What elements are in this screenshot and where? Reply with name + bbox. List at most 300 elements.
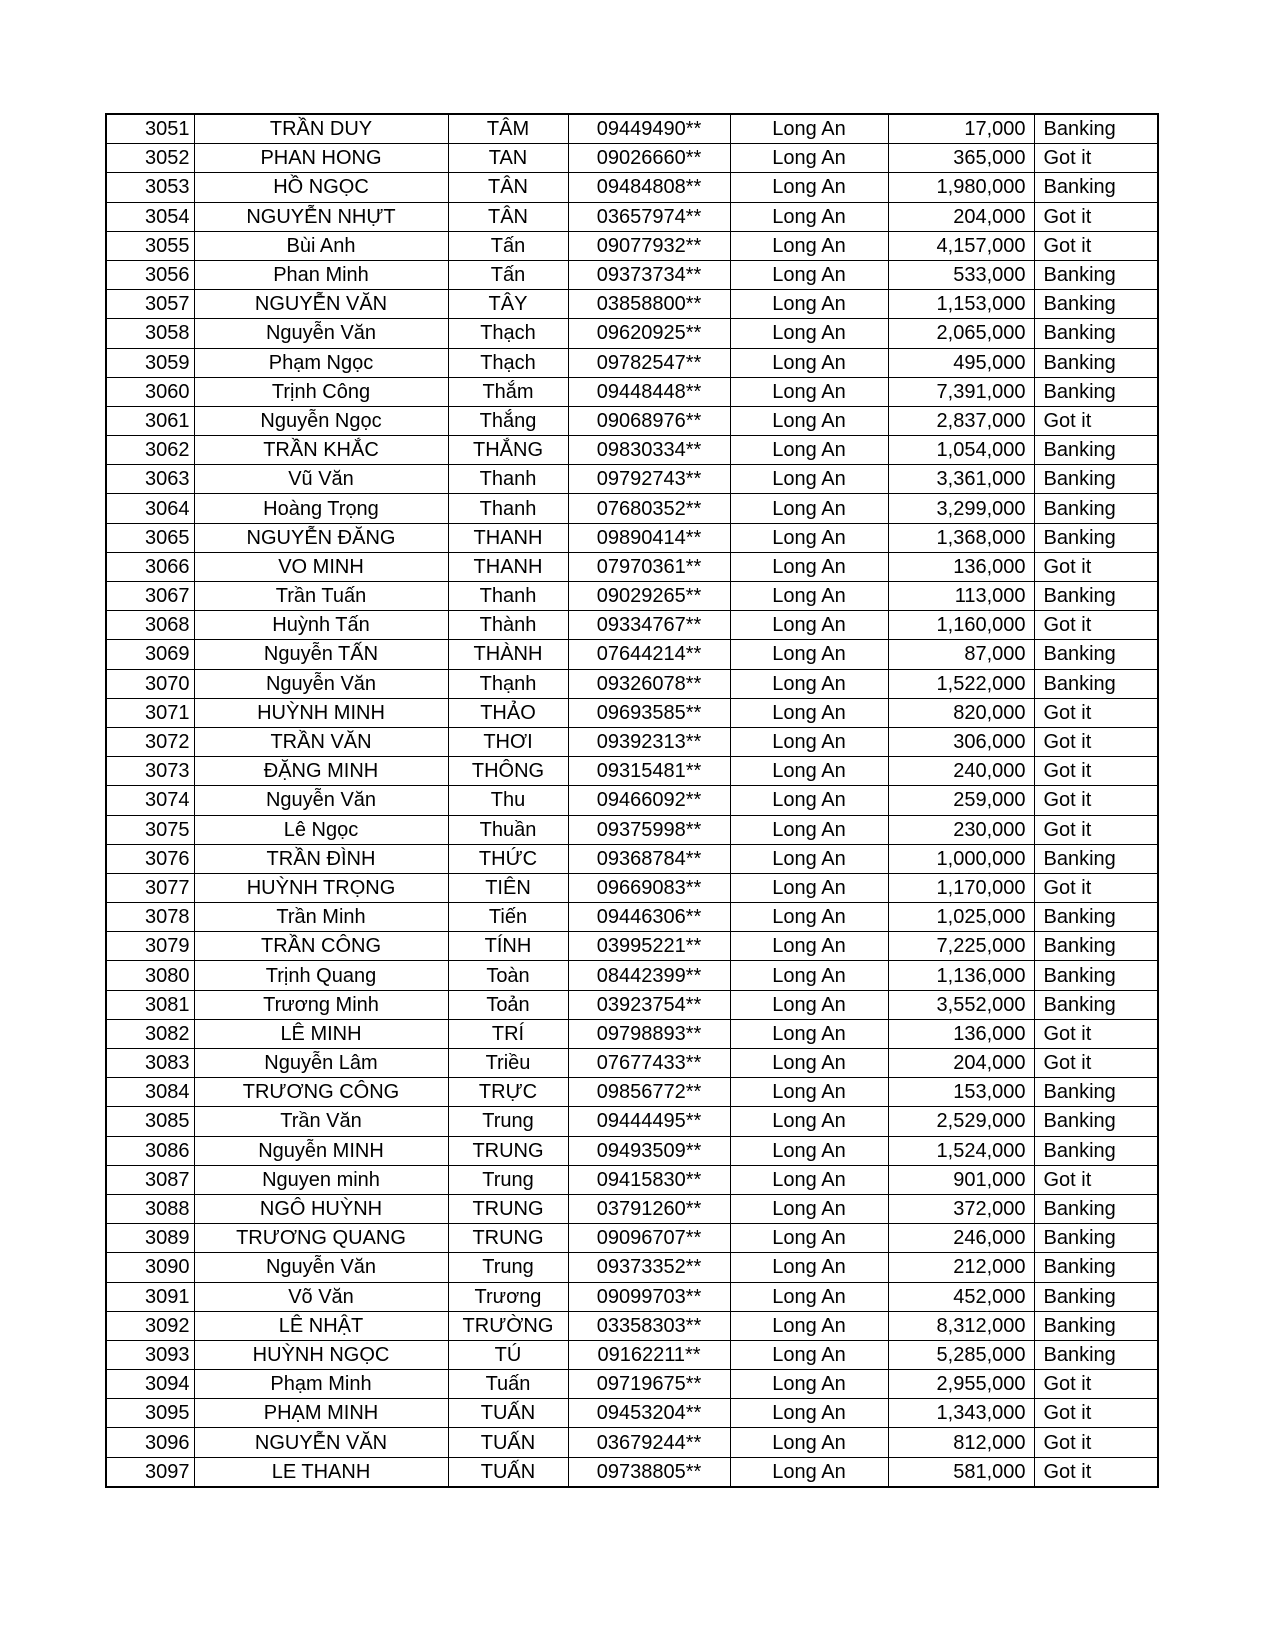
surname-cell: VO MINH xyxy=(194,552,448,581)
province-cell: Long An xyxy=(730,1370,888,1399)
payment-method-cell: Banking xyxy=(1034,903,1158,932)
surname-cell: HUỲNH MINH xyxy=(194,698,448,727)
amount-cell: 17,000 xyxy=(888,114,1034,144)
phone-cell: 09453204** xyxy=(568,1399,730,1428)
amount-cell: 7,391,000 xyxy=(888,377,1034,406)
amount-cell: 230,000 xyxy=(888,815,1034,844)
phone-cell: 09798893** xyxy=(568,1019,730,1048)
table-row xyxy=(106,1311,1158,1340)
province-cell: Long An xyxy=(730,202,888,231)
given-name-cell: TÍNH xyxy=(448,932,568,961)
amount-cell: 1,025,000 xyxy=(888,903,1034,932)
surname-cell: TRƯƠNG QUANG xyxy=(194,1224,448,1253)
phone-cell: 09026660** xyxy=(568,144,730,173)
phone-cell: 09375998** xyxy=(568,815,730,844)
row-number: 3085 xyxy=(106,1107,194,1136)
surname-cell: HỒ NGỌC xyxy=(194,173,448,202)
table-row xyxy=(106,640,1158,669)
phone-cell: 07644214** xyxy=(568,640,730,669)
row-number: 3082 xyxy=(106,1019,194,1048)
payment-method-cell: Got it xyxy=(1034,786,1158,815)
row-number: 3060 xyxy=(106,377,194,406)
row-number: 3072 xyxy=(106,727,194,756)
surname-cell: Phan Minh xyxy=(194,260,448,289)
table-row xyxy=(106,1136,1158,1165)
table-row xyxy=(106,903,1158,932)
payment-method-cell: Banking xyxy=(1034,465,1158,494)
phone-cell: 09099703** xyxy=(568,1282,730,1311)
row-number: 3054 xyxy=(106,202,194,231)
phone-cell: 08442399** xyxy=(568,961,730,990)
province-cell: Long An xyxy=(730,1253,888,1282)
table-row xyxy=(106,523,1158,552)
row-number: 3089 xyxy=(106,1224,194,1253)
phone-cell: 09368784** xyxy=(568,844,730,873)
payment-method-cell: Banking xyxy=(1034,523,1158,552)
row-number: 3069 xyxy=(106,640,194,669)
surname-cell: NGÔ HUỲNH xyxy=(194,1194,448,1223)
phone-cell: 07677433** xyxy=(568,1049,730,1078)
table-row xyxy=(106,990,1158,1019)
phone-cell: 09446306** xyxy=(568,903,730,932)
table-row xyxy=(106,1340,1158,1369)
province-cell: Long An xyxy=(730,990,888,1019)
table-row xyxy=(106,873,1158,902)
row-number: 3051 xyxy=(106,114,194,144)
given-name-cell: Trung xyxy=(448,1253,568,1282)
payment-method-cell: Banking xyxy=(1034,1194,1158,1223)
given-name-cell: TÚ xyxy=(448,1340,568,1369)
amount-cell: 1,522,000 xyxy=(888,669,1034,698)
table-row xyxy=(106,436,1158,465)
surname-cell: Võ Văn xyxy=(194,1282,448,1311)
phone-cell: 07680352** xyxy=(568,494,730,523)
province-cell: Long An xyxy=(730,173,888,202)
amount-cell: 1,160,000 xyxy=(888,611,1034,640)
phone-cell: 09029265** xyxy=(568,582,730,611)
province-cell: Long An xyxy=(730,290,888,319)
row-number: 3056 xyxy=(106,260,194,289)
payment-method-cell: Banking xyxy=(1034,1340,1158,1369)
surname-cell: Nguyễn MINH xyxy=(194,1136,448,1165)
row-number: 3080 xyxy=(106,961,194,990)
payment-method-cell: Got it xyxy=(1034,144,1158,173)
given-name-cell: Thắm xyxy=(448,377,568,406)
phone-cell: 09326078** xyxy=(568,669,730,698)
payment-method-cell: Got it xyxy=(1034,552,1158,581)
given-name-cell: Thu xyxy=(448,786,568,815)
amount-cell: 4,157,000 xyxy=(888,231,1034,260)
table-row xyxy=(106,1194,1158,1223)
table-row xyxy=(106,406,1158,435)
surname-cell: TRẦN KHẮC xyxy=(194,436,448,465)
phone-cell: 09162211** xyxy=(568,1340,730,1369)
table-row xyxy=(106,1165,1158,1194)
phone-cell: 09334767** xyxy=(568,611,730,640)
phone-cell: 03923754** xyxy=(568,990,730,1019)
amount-cell: 3,552,000 xyxy=(888,990,1034,1019)
surname-cell: TRẦN VĂN xyxy=(194,727,448,756)
amount-cell: 581,000 xyxy=(888,1457,1034,1487)
province-cell: Long An xyxy=(730,757,888,786)
phone-cell: 09449490** xyxy=(568,114,730,144)
table-row xyxy=(106,815,1158,844)
surname-cell: Nguyễn Lâm xyxy=(194,1049,448,1078)
payment-method-cell: Banking xyxy=(1034,1078,1158,1107)
table-row xyxy=(106,377,1158,406)
surname-cell: NGUYỄN VĂN xyxy=(194,290,448,319)
amount-cell: 495,000 xyxy=(888,348,1034,377)
payment-method-cell: Banking xyxy=(1034,669,1158,698)
payment-method-cell: Got it xyxy=(1034,1457,1158,1487)
province-cell: Long An xyxy=(730,436,888,465)
surname-cell: Trần Minh xyxy=(194,903,448,932)
given-name-cell: TUẤN xyxy=(448,1399,568,1428)
phone-cell: 09077932** xyxy=(568,231,730,260)
table-row xyxy=(106,786,1158,815)
row-number: 3070 xyxy=(106,669,194,698)
phone-cell: 09392313** xyxy=(568,727,730,756)
row-number: 3062 xyxy=(106,436,194,465)
surname-cell: PHẠM MINH xyxy=(194,1399,448,1428)
row-number: 3066 xyxy=(106,552,194,581)
surname-cell: Trần Tuấn xyxy=(194,582,448,611)
phone-cell: 09315481** xyxy=(568,757,730,786)
table-row xyxy=(106,465,1158,494)
row-number: 3076 xyxy=(106,844,194,873)
row-number: 3052 xyxy=(106,144,194,173)
given-name-cell: TÂN xyxy=(448,173,568,202)
province-cell: Long An xyxy=(730,1457,888,1487)
amount-cell: 7,225,000 xyxy=(888,932,1034,961)
row-number: 3097 xyxy=(106,1457,194,1487)
amount-cell: 246,000 xyxy=(888,1224,1034,1253)
given-name-cell: Thanh xyxy=(448,494,568,523)
table-row xyxy=(106,669,1158,698)
given-name-cell: THƠI xyxy=(448,727,568,756)
amount-cell: 212,000 xyxy=(888,1253,1034,1282)
given-name-cell: Trung xyxy=(448,1165,568,1194)
surname-cell: TRẦN DUY xyxy=(194,114,448,144)
table-row xyxy=(106,1370,1158,1399)
surname-cell: TRẦN CÔNG xyxy=(194,932,448,961)
phone-cell: 09484808** xyxy=(568,173,730,202)
row-number: 3081 xyxy=(106,990,194,1019)
phone-cell: 03657974** xyxy=(568,202,730,231)
table-row xyxy=(106,290,1158,319)
payment-method-cell: Banking xyxy=(1034,961,1158,990)
given-name-cell: THỨC xyxy=(448,844,568,873)
given-name-cell: TÂY xyxy=(448,290,568,319)
payment-method-cell: Banking xyxy=(1034,377,1158,406)
given-name-cell: THÔNG xyxy=(448,757,568,786)
province-cell: Long An xyxy=(730,494,888,523)
row-number: 3090 xyxy=(106,1253,194,1282)
payment-method-cell: Banking xyxy=(1034,932,1158,961)
table-row xyxy=(106,231,1158,260)
amount-cell: 1,368,000 xyxy=(888,523,1034,552)
table-row xyxy=(106,844,1158,873)
surname-cell: Vũ Văn xyxy=(194,465,448,494)
table-body xyxy=(106,114,1158,1487)
province-cell: Long An xyxy=(730,932,888,961)
province-cell: Long An xyxy=(730,727,888,756)
amount-cell: 306,000 xyxy=(888,727,1034,756)
province-cell: Long An xyxy=(730,1282,888,1311)
payment-method-cell: Got it xyxy=(1034,727,1158,756)
payment-method-cell: Got it xyxy=(1034,1399,1158,1428)
amount-cell: 3,299,000 xyxy=(888,494,1034,523)
row-number: 3079 xyxy=(106,932,194,961)
province-cell: Long An xyxy=(730,319,888,348)
phone-cell: 09782547** xyxy=(568,348,730,377)
table-row xyxy=(106,698,1158,727)
payment-method-cell: Banking xyxy=(1034,640,1158,669)
row-number: 3078 xyxy=(106,903,194,932)
province-cell: Long An xyxy=(730,1428,888,1457)
province-cell: Long An xyxy=(730,523,888,552)
row-number: 3093 xyxy=(106,1340,194,1369)
phone-cell: 09792743** xyxy=(568,465,730,494)
province-cell: Long An xyxy=(730,114,888,144)
amount-cell: 2,955,000 xyxy=(888,1370,1034,1399)
table-row xyxy=(106,260,1158,289)
amount-cell: 2,837,000 xyxy=(888,406,1034,435)
row-number: 3095 xyxy=(106,1399,194,1428)
payment-method-cell: Got it xyxy=(1034,1165,1158,1194)
surname-cell: HUỲNH TRỌNG xyxy=(194,873,448,902)
row-number: 3065 xyxy=(106,523,194,552)
surname-cell: Nguyễn Văn xyxy=(194,786,448,815)
payment-method-cell: Got it xyxy=(1034,406,1158,435)
amount-cell: 136,000 xyxy=(888,1019,1034,1048)
given-name-cell: TÂN xyxy=(448,202,568,231)
table-row xyxy=(106,552,1158,581)
payment-method-cell: Banking xyxy=(1034,319,1158,348)
phone-cell: 03858800** xyxy=(568,290,730,319)
table-row xyxy=(106,1428,1158,1457)
amount-cell: 1,980,000 xyxy=(888,173,1034,202)
row-number: 3061 xyxy=(106,406,194,435)
given-name-cell: Thanh xyxy=(448,582,568,611)
phone-cell: 09096707** xyxy=(568,1224,730,1253)
phone-cell: 09415830** xyxy=(568,1165,730,1194)
surname-cell: Nguyễn Văn xyxy=(194,319,448,348)
province-cell: Long An xyxy=(730,786,888,815)
surname-cell: Nguyễn Ngọc xyxy=(194,406,448,435)
table-row xyxy=(106,114,1158,144)
amount-cell: 136,000 xyxy=(888,552,1034,581)
payment-method-cell: Got it xyxy=(1034,815,1158,844)
amount-cell: 3,361,000 xyxy=(888,465,1034,494)
surname-cell: TRẦN ĐÌNH xyxy=(194,844,448,873)
amount-cell: 1,170,000 xyxy=(888,873,1034,902)
province-cell: Long An xyxy=(730,640,888,669)
province-cell: Long An xyxy=(730,1399,888,1428)
table-row xyxy=(106,1253,1158,1282)
phone-cell: 09719675** xyxy=(568,1370,730,1399)
row-number: 3087 xyxy=(106,1165,194,1194)
amount-cell: 259,000 xyxy=(888,786,1034,815)
given-name-cell: TRÍ xyxy=(448,1019,568,1048)
province-cell: Long An xyxy=(730,698,888,727)
amount-cell: 452,000 xyxy=(888,1282,1034,1311)
province-cell: Long An xyxy=(730,406,888,435)
table-row xyxy=(106,1078,1158,1107)
amount-cell: 372,000 xyxy=(888,1194,1034,1223)
given-name-cell: Toản xyxy=(448,990,568,1019)
given-name-cell: Thành xyxy=(448,611,568,640)
given-name-cell: Tiến xyxy=(448,903,568,932)
table-row xyxy=(106,348,1158,377)
phone-cell: 03358303** xyxy=(568,1311,730,1340)
province-cell: Long An xyxy=(730,1340,888,1369)
table-row xyxy=(106,1049,1158,1078)
table-row xyxy=(106,144,1158,173)
given-name-cell: TIÊN xyxy=(448,873,568,902)
surname-cell: Bùi Anh xyxy=(194,231,448,260)
table-row xyxy=(106,582,1158,611)
payment-method-cell: Got it xyxy=(1034,202,1158,231)
surname-cell: Nguyễn Văn xyxy=(194,669,448,698)
province-cell: Long An xyxy=(730,669,888,698)
row-number: 3071 xyxy=(106,698,194,727)
surname-cell: Lê Ngọc xyxy=(194,815,448,844)
province-cell: Long An xyxy=(730,144,888,173)
province-cell: Long An xyxy=(730,844,888,873)
surname-cell: HUỲNH NGỌC xyxy=(194,1340,448,1369)
payment-method-cell: Got it xyxy=(1034,698,1158,727)
payment-method-cell: Got it xyxy=(1034,1370,1158,1399)
payment-method-cell: Got it xyxy=(1034,231,1158,260)
phone-cell: 09466092** xyxy=(568,786,730,815)
amount-cell: 240,000 xyxy=(888,757,1034,786)
surname-cell: Huỳnh Tấn xyxy=(194,611,448,640)
amount-cell: 153,000 xyxy=(888,1078,1034,1107)
phone-cell: 09444495** xyxy=(568,1107,730,1136)
payment-method-cell: Banking xyxy=(1034,1311,1158,1340)
given-name-cell: TRUNG xyxy=(448,1136,568,1165)
given-name-cell: TRƯỜNG xyxy=(448,1311,568,1340)
payment-method-cell: Banking xyxy=(1034,494,1158,523)
given-name-cell: THÀNH xyxy=(448,640,568,669)
phone-cell: 09373352** xyxy=(568,1253,730,1282)
phone-cell: 09856772** xyxy=(568,1078,730,1107)
table-row xyxy=(106,932,1158,961)
surname-cell: ĐẶNG MINH xyxy=(194,757,448,786)
payment-method-cell: Got it xyxy=(1034,757,1158,786)
given-name-cell: TUẤN xyxy=(448,1457,568,1487)
surname-cell: NGUYỄN VĂN xyxy=(194,1428,448,1457)
surname-cell: Hoàng Trọng xyxy=(194,494,448,523)
amount-cell: 901,000 xyxy=(888,1165,1034,1194)
amount-cell: 5,285,000 xyxy=(888,1340,1034,1369)
surname-cell: LÊ MINH xyxy=(194,1019,448,1048)
row-number: 3084 xyxy=(106,1078,194,1107)
given-name-cell: Toàn xyxy=(448,961,568,990)
table-row xyxy=(106,494,1158,523)
table-row xyxy=(106,1019,1158,1048)
given-name-cell: THANH xyxy=(448,552,568,581)
phone-cell: 09669083** xyxy=(568,873,730,902)
phone-cell: 03791260** xyxy=(568,1194,730,1223)
amount-cell: 1,524,000 xyxy=(888,1136,1034,1165)
surname-cell: Nguyen minh xyxy=(194,1165,448,1194)
surname-cell: Nguyễn TẤN xyxy=(194,640,448,669)
row-number: 3053 xyxy=(106,173,194,202)
given-name-cell: Tấn xyxy=(448,260,568,289)
surname-cell: Phạm Ngọc xyxy=(194,348,448,377)
table-row xyxy=(106,173,1158,202)
payment-method-cell: Banking xyxy=(1034,1136,1158,1165)
province-cell: Long An xyxy=(730,1078,888,1107)
surname-cell: Trịnh Công xyxy=(194,377,448,406)
given-name-cell: TÂM xyxy=(448,114,568,144)
row-number: 3067 xyxy=(106,582,194,611)
payment-method-cell: Got it xyxy=(1034,873,1158,902)
given-name-cell: Thạch xyxy=(448,348,568,377)
surname-cell: LE THANH xyxy=(194,1457,448,1487)
row-number: 3058 xyxy=(106,319,194,348)
table-row xyxy=(106,1282,1158,1311)
phone-cell: 09738805** xyxy=(568,1457,730,1487)
surname-cell: Phạm Minh xyxy=(194,1370,448,1399)
phone-cell: 09890414** xyxy=(568,523,730,552)
payment-method-cell: Banking xyxy=(1034,844,1158,873)
given-name-cell: Thuần xyxy=(448,815,568,844)
phone-cell: 09068976** xyxy=(568,406,730,435)
province-cell: Long An xyxy=(730,465,888,494)
table-row xyxy=(106,611,1158,640)
phone-cell: 09493509** xyxy=(568,1136,730,1165)
payment-method-cell: Banking xyxy=(1034,1282,1158,1311)
province-cell: Long An xyxy=(730,1019,888,1048)
given-name-cell: THẮNG xyxy=(448,436,568,465)
row-number: 3083 xyxy=(106,1049,194,1078)
payment-method-cell: Banking xyxy=(1034,290,1158,319)
given-name-cell: TAN xyxy=(448,144,568,173)
given-name-cell: Thạch xyxy=(448,319,568,348)
row-number: 3094 xyxy=(106,1370,194,1399)
province-cell: Long An xyxy=(730,611,888,640)
province-cell: Long An xyxy=(730,1194,888,1223)
row-number: 3075 xyxy=(106,815,194,844)
payment-method-cell: Got it xyxy=(1034,1428,1158,1457)
phone-cell: 09830334** xyxy=(568,436,730,465)
province-cell: Long An xyxy=(730,552,888,581)
payment-method-cell: Got it xyxy=(1034,1049,1158,1078)
given-name-cell: Trung xyxy=(448,1107,568,1136)
table-row xyxy=(106,757,1158,786)
payment-method-cell: Banking xyxy=(1034,260,1158,289)
surname-cell: PHAN HONG xyxy=(194,144,448,173)
table-row xyxy=(106,1457,1158,1487)
surname-cell: NGUYỄN NHỰT xyxy=(194,202,448,231)
row-number: 3068 xyxy=(106,611,194,640)
row-number: 3073 xyxy=(106,757,194,786)
payment-method-cell: Banking xyxy=(1034,114,1158,144)
table-row xyxy=(106,961,1158,990)
given-name-cell: THẢO xyxy=(448,698,568,727)
amount-cell: 87,000 xyxy=(888,640,1034,669)
payment-method-cell: Banking xyxy=(1034,1107,1158,1136)
row-number: 3059 xyxy=(106,348,194,377)
surname-cell: LÊ NHẬT xyxy=(194,1311,448,1340)
amount-cell: 812,000 xyxy=(888,1428,1034,1457)
surname-cell: Trần Văn xyxy=(194,1107,448,1136)
row-number: 3057 xyxy=(106,290,194,319)
phone-cell: 03995221** xyxy=(568,932,730,961)
